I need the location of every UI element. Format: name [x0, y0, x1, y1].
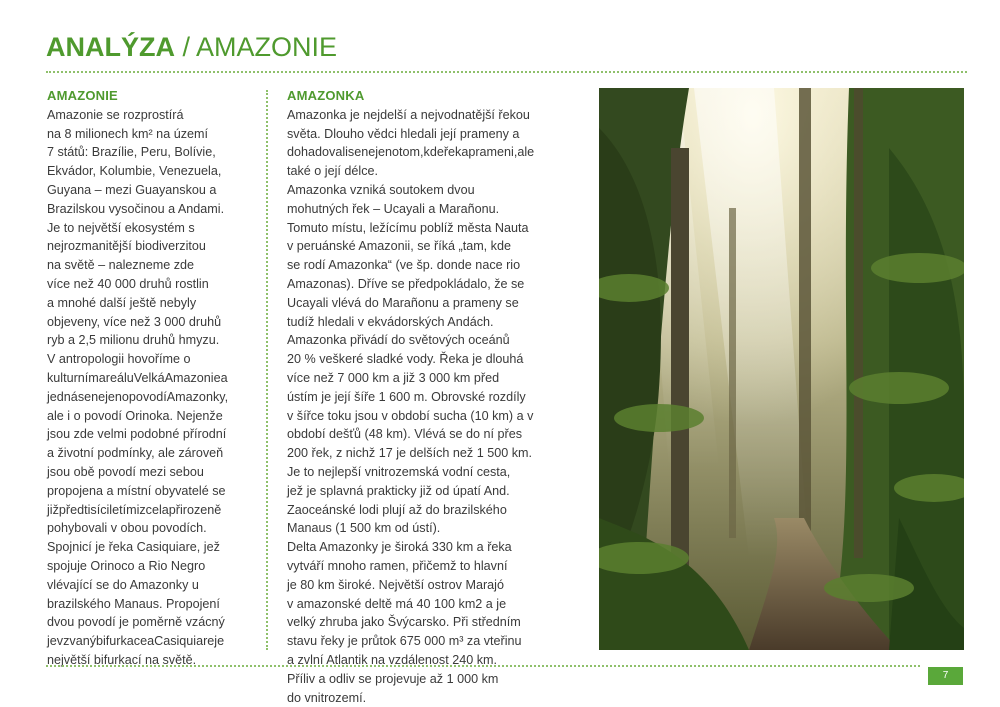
rainforest-path-photo: [599, 88, 964, 650]
text-line: Guyana – mezi Guayanskou a: [47, 182, 217, 197]
text-line: 7 států: Brazílie, Peru, Bolívie,: [47, 145, 216, 160]
text-line: Manaus (1 500 km od ústí).: [287, 521, 441, 536]
column-separator: [266, 90, 268, 650]
text-line: objeveny, více než 3 000 druhů: [47, 314, 222, 329]
middle-column: [287, 87, 563, 707]
left-column-heading: AMAZONIE: [47, 88, 118, 103]
text-line: tudíž hledali v ekvádorských Andách.: [287, 314, 494, 329]
text-line: brazilského Manaus. Propojení: [47, 596, 220, 611]
text-line: ústím je její šíře 1 600 m. Obrovské rozdíly: [287, 389, 526, 404]
text-line: ale i o povodí Orinoka. Nejenže: [47, 408, 223, 423]
text-line: Ekvádor, Kolumbie, Venezuela,: [47, 164, 222, 179]
text-line: více než 7 000 km a již 3 000 km před: [287, 370, 500, 385]
text-line: spojuje Orinoco a Rio Negro: [47, 558, 206, 573]
text-line: největší bifurkací na světě.: [47, 652, 197, 667]
text-line: jež je splavná prakticky již od úpatí And.: [287, 483, 510, 498]
text-line: kulturnímareáluVelkáAmazoniea: [47, 370, 228, 385]
left-column: [47, 87, 257, 670]
text-line: jižpředtisíciletímizcelapřirozeně: [47, 502, 222, 517]
text-line: ryb a 2,5 milionu druhů hmyzu.: [47, 333, 220, 348]
text-line: Je to největší ekosystém s: [47, 220, 195, 235]
text-line: vlévající se do Amazonky u: [47, 577, 199, 592]
text-line: do vnitrozemí.: [287, 690, 367, 705]
text-line: V antropologii hovoříme o: [47, 352, 191, 367]
text-line: jevzvanýbifurkaceaCasiquiareje: [47, 634, 225, 649]
left-column-text: [47, 106, 257, 670]
text-line: stavu řeky je průtok 675 000 m³ za vteřinu: [287, 634, 522, 649]
text-line: Amazonka vzniká soutokem dvou: [287, 182, 475, 197]
text-line: vytváří mnoho ramen, přičemž to hlavní: [287, 558, 508, 573]
text-line: mohutných řek – Ucayali a Marañonu.: [287, 201, 500, 216]
text-line: a zvlní Atlantik na vzdálenost 240 km.: [287, 652, 498, 667]
text-line: na světě – nalezneme zde: [47, 258, 195, 273]
text-line: a mnohé další ještě nebyly: [47, 295, 197, 310]
text-line: na 8 milionech km² na území: [47, 126, 208, 141]
text-line: Amazonka přivádí do světových oceánů: [287, 333, 510, 348]
text-line: se rodí Amazonka“ (ve šp. donde nace rio: [287, 258, 521, 273]
top-dotted-rule: [46, 71, 967, 73]
text-line: jsou zde velmi podobné přírodní: [47, 427, 227, 442]
text-line: dvou povodí je poměrně vzácný: [47, 615, 225, 630]
text-line: pohybovali v obou povodích.: [47, 521, 207, 536]
text-line: Amazonas). Dříve se předpokládalo, že se: [287, 276, 525, 291]
text-line: Amazonie se rozprostírá: [47, 107, 184, 122]
text-line: také o její délce.: [287, 164, 379, 179]
text-line: v amazonské deltě má 40 100 km2 a je: [287, 596, 507, 611]
page-title: [46, 32, 337, 62]
text-line: dohadovalisenejenotom,kdeřekaprameni,ale: [287, 145, 535, 160]
text-line: více než 40 000 druhů rostlin: [47, 276, 209, 291]
text-line: Delta Amazonky je široká 330 km a řeka: [287, 540, 512, 555]
text-line: světa. Dlouho vědci hledali její prameny a: [287, 126, 520, 141]
text-line: nejrozmanitější biodiverzitou: [47, 239, 206, 254]
text-line: velký zhruba jako Švýcarsko. Při středním: [287, 615, 521, 630]
text-line: Příliv a odliv se projevuje až 1 000 km: [287, 671, 499, 686]
text-line: Brazilskou vysočinou a Andami.: [47, 201, 225, 216]
text-line: Je to nejlepší vnitrozemská vodní cesta,: [287, 464, 511, 479]
text-line: propojena a místní obyvatelé se: [47, 483, 226, 498]
text-line: Zaoceánské lodi plují až do brazilského: [287, 502, 507, 517]
text-line: 20 % veškeré sladké vody. Řeka je dlouhá: [287, 352, 524, 367]
middle-column-text: [287, 106, 563, 707]
text-line: Tomuto místu, ležícímu poblíž města Nauta: [287, 220, 529, 235]
text-line: je 80 km široké. Největší ostrov Marajó: [287, 577, 504, 592]
text-line: jsou obě povodí mezi sebou: [47, 464, 204, 479]
text-line: Spojnicí je řeka Casiquiare, jež: [47, 540, 220, 555]
bottom-dotted-rule: [46, 665, 920, 667]
page-number: 7: [928, 667, 963, 685]
text-line: období dešťů (48 km). Vlévá se do ní přes: [287, 427, 523, 442]
text-line: v peruánské Amazonii, se říká „tam, kde: [287, 239, 511, 254]
middle-column-heading: AMAZONKA: [287, 88, 365, 103]
text-line: Ucayali vlévá do Marañonu a prameny se: [287, 295, 519, 310]
text-line: Amazonka je nejdelší a nejvodnatější řekou: [287, 107, 530, 122]
text-line: jednásenejenopovodíAmazonky,: [47, 389, 229, 404]
text-line: a životní podmínky, ale zároveň: [47, 446, 224, 461]
text-line: v šířce toku jsou v období sucha (10 km) a v: [287, 408, 534, 423]
title-analyza: ANALÝZA: [46, 32, 175, 62]
text-line: 200 řek, z nichž 17 je delších než 1 500 km.: [287, 446, 533, 461]
title-amazonie: / AMAZONIE: [182, 32, 338, 62]
